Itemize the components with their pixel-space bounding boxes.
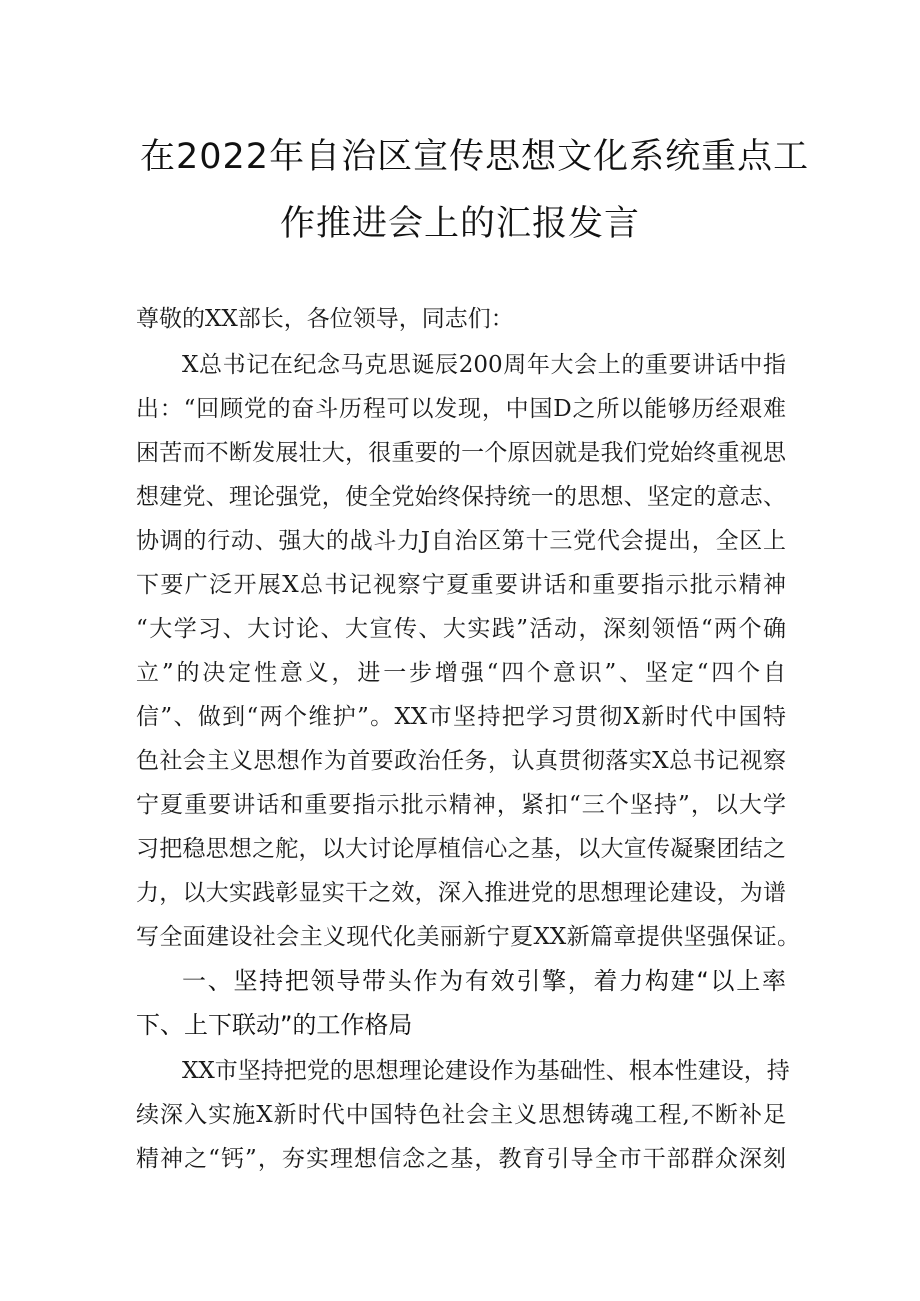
- paragraph-line: 协调的行动、强大的战斗力J自治区第十三党代会提出，全区上: [136, 528, 786, 554]
- paragraph-line: 困苦而不断发展壮大，很重要的一个原因就是我们党始终重视思: [136, 440, 786, 466]
- section-heading-line: 一、坚持把领导带头作为有效引擎，着力构建“以上率: [182, 967, 786, 995]
- paragraph-line: 续深入实施X新时代中国特色社会主义思想铸魂工程,不断补足: [136, 1102, 786, 1128]
- document-title-line-2: 作推进会上的汇报发言: [279, 204, 640, 244]
- paragraph-line: 宁夏重要讲话和重要指示批示精神，紧扣“三个坚持”，以大学: [136, 792, 786, 818]
- document-title-line-1: 在2022年自治区宣传思想文化系统重点工: [140, 137, 810, 177]
- paragraph-line: 立”的决定性意义，进一步增强“四个意识”、坚定“四个自: [136, 660, 786, 686]
- paragraph-line: 想建党、理论强党，使全党始终保持统一的思想、坚定的意志、: [136, 484, 786, 510]
- paragraph-line: XX市坚持把党的思想理论建设作为基础性、根本性建设，持: [182, 1058, 790, 1084]
- paragraph-line: 出：“回顾党的奋斗历程可以发现，中国D之所以能够历经艰难: [136, 396, 786, 422]
- paragraph-line: “大学习、大讨论、大宣传、大实践”活动，深刻领悟“两个确: [136, 616, 786, 642]
- salutation: 尊敬的XX部长，各位领导，同志们：: [136, 306, 514, 332]
- paragraph-line: 色社会主义思想作为首要政治任务，认真贯彻落实X总书记视察: [136, 748, 786, 774]
- section-heading-line: 下、上下联动”的工作格局: [136, 1011, 413, 1039]
- paragraph-line: 信”、做到“两个维护”。XX市坚持把学习贯彻X新时代中国特: [136, 704, 786, 730]
- paragraph-line: 下要广泛开展X总书记视察宁夏重要讲话和重要指示批示精神: [136, 572, 786, 598]
- paragraph-line: 力，以大实践彰显实干之效，深入推进党的思想理论建设，为谱: [136, 880, 786, 906]
- paragraph-line: 习把稳思想之舵，以大讨论厚植信心之基，以大宣传凝聚团结之: [136, 836, 786, 862]
- paragraph-line: 精神之“钙”，夯实理想信念之基，教育引导全市干部群众深刻: [136, 1146, 786, 1172]
- paragraph-line: X总书记在纪念马克思诞辰200周年大会上的重要讲话中指: [182, 352, 786, 378]
- paragraph-line: 写全面建设社会主义现代化美丽新宁夏XX新篇章提供坚强保证。: [136, 924, 800, 950]
